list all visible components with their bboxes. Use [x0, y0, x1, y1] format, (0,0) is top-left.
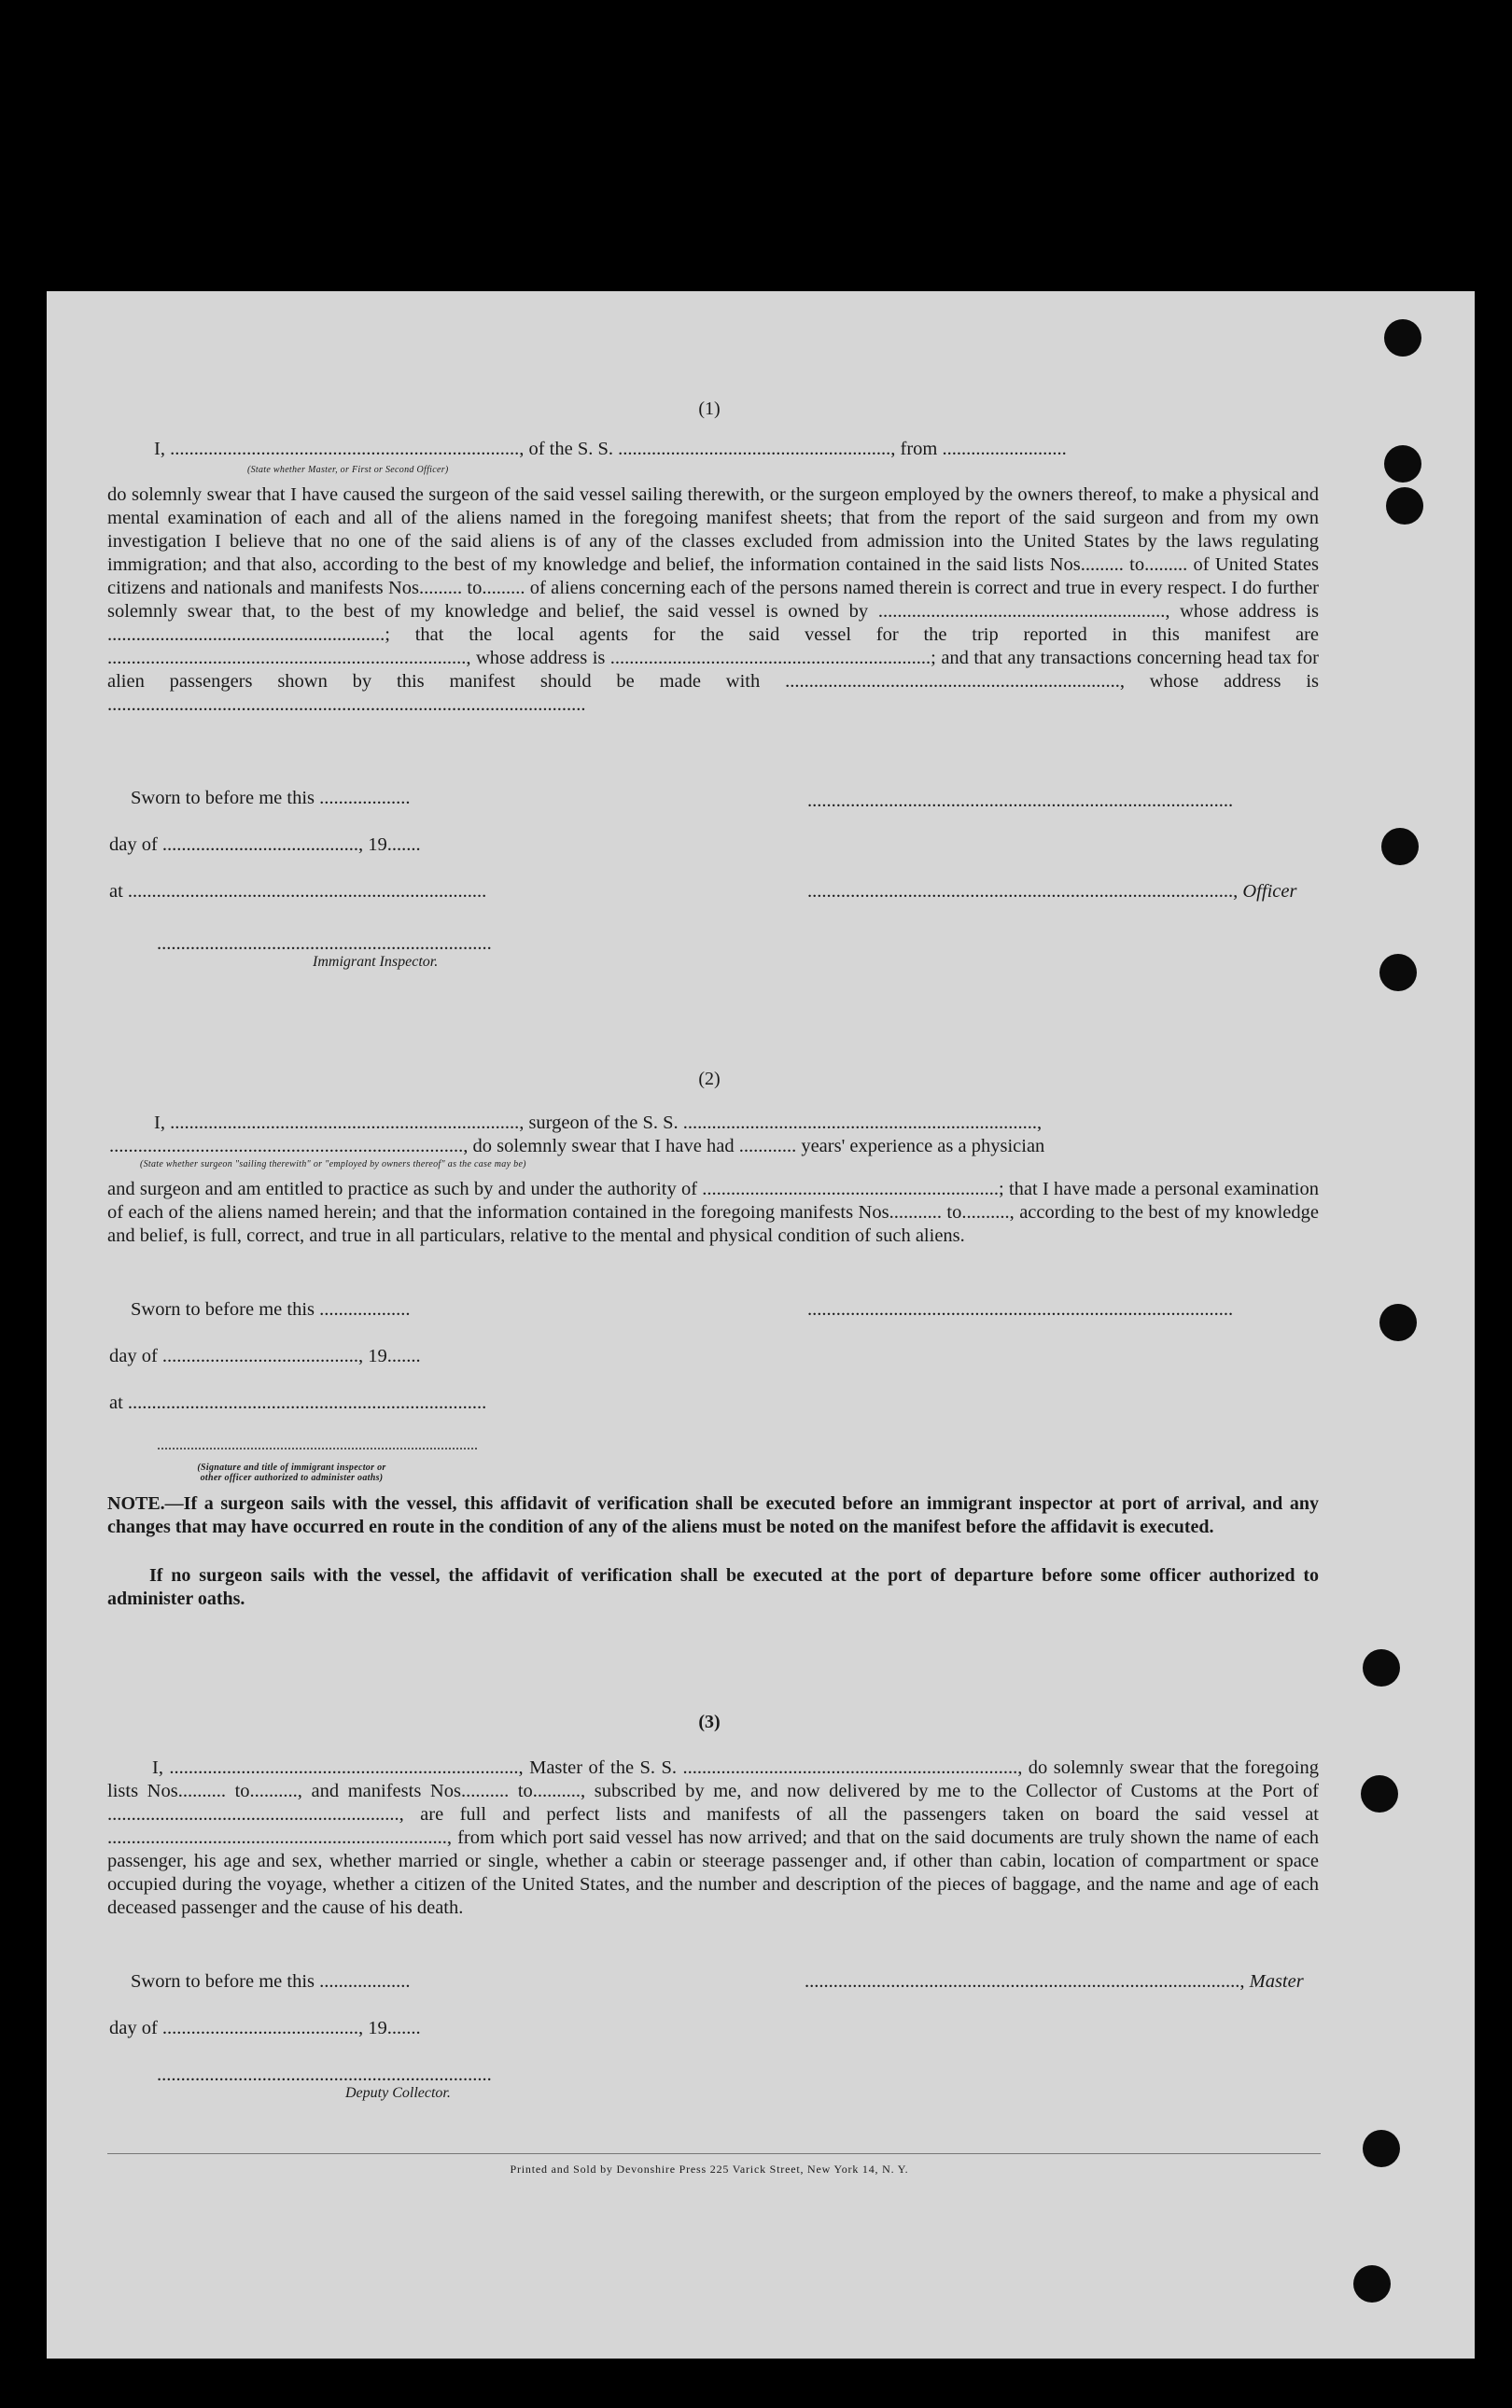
note-paragraph-2: If no surgeon sails with the vessel, the affidavit of verification shall be executed at the port of departure before some officer authorized to administer oaths.: [107, 1565, 1319, 1609]
section-3-day: day of ........................................., 19.......: [109, 2018, 421, 2038]
section-1-caption: (State whether Master, or First or Second Officer): [247, 465, 449, 475]
punch-hole: [1379, 1304, 1417, 1341]
deputy-collector-label: Deputy Collector.: [345, 2085, 451, 2101]
section-1-body: do solemnly swear that I have caused the surgeon of the said vessel sailing therewith, or the surgeon employed by the owners thereof, to make a physical and mental examination of each and all of the aliens named in the foregoing manifest sheets; that from the report of the said surgeon and from my own investigation I believe that no one of the said aliens is of any of the classes excluded from admission into the United States by the laws regulating immigration; and that also, according to the best of my knowledge and belief, the information contained in the said lists Nos......... to......... of United States citizens and nationals and manifests Nos......... to......... of aliens concerning each of the persons named therein is correct and true in every respect. I do further solemnly swear that, to the best of my knowledge and belief, the said vessel is owned by ............................................................, whose address is ..........................................................; that the local agents for the said vessel for the trip reported in this manifest are ..........................................................................., whose address is ...................................................................; and that any transactions concerning head tax for alien passengers shown by this manifest should be made with ......................................................................, whose address is ....................................................................................................: [107, 484, 1319, 715]
printer-footer: Printed and Sold by Devonshire Press 225 Varick Street, New York 14, N. Y.: [510, 2163, 909, 2176]
punch-hole: [1386, 487, 1423, 525]
punch-hole: [1384, 319, 1421, 357]
master-dots: ...........................................................................................,: [805, 1971, 1250, 1992]
officer-dots: .........................................................................................,: [807, 881, 1243, 902]
section-3-sworn: Sworn to before me this ...................: [131, 1971, 411, 1992]
section-2-day: day of ........................................., 19.......: [109, 1346, 421, 1366]
section-1-opening-line: I, ........................................................................., of the S. S. ........................................................., from ..........................: [154, 439, 1067, 459]
section-1-sworn: Sworn to before me this ...................: [131, 788, 411, 808]
section-1-at: at ...........................................................................: [109, 881, 487, 902]
master-label: Master: [1249, 1971, 1304, 1992]
section-2-line-1: I, ........................................................................., surgeon of the S. S. ..........................................................................,: [154, 1113, 1043, 1133]
section-1-officer-line: [807, 881, 1296, 903]
section-1-heading: (1): [698, 399, 721, 419]
section-2-heading: (2): [698, 1069, 721, 1089]
section-2-sig-line: ......................................................................................: [157, 1437, 478, 1453]
section-1-signature-line: .........................................................................................: [807, 791, 1234, 811]
punch-hole: [1363, 1649, 1400, 1687]
section-3-body: I, ........................................................................., Master of the S. S. ......................................................................, do solemnly swear that the foregoing lists Nos.......... to.........., and manifests Nos.......... to.........., subscribed by me, and now delivered by me to the Collector of Customs at the Port of ............................................................., are full and perfect lists and manifests of all the passengers taken on board the said vessel at ......................................................................., from which port said vessel has now arrived; and that on the said documents are truly shown the name of each passenger, his age and sex, whether married or single, whether a cabin or steerage passenger and, if other than cabin, location of compartment or space occupied during the voyage, whether a citizen of the United States, and the number and description of the pieces of baggage, and the name and age of each deceased passenger and the cause of his death.: [107, 1757, 1319, 1918]
punch-hole: [1363, 2130, 1400, 2167]
punch-hole: [1379, 954, 1417, 991]
section-1-day: day of ........................................., 19.......: [109, 834, 421, 855]
section-2-sworn: Sworn to before me this ...................: [131, 1299, 411, 1320]
punch-hole: [1381, 828, 1419, 865]
officer-label: Officer: [1242, 881, 1297, 902]
section-3-master-line: [805, 1971, 1304, 1993]
section-1-inspector-line: ......................................................................: [157, 933, 492, 954]
punch-hole: [1353, 2265, 1391, 2303]
section-2-at: at ...........................................................................: [109, 1393, 487, 1413]
section-3-collector-line: ......................................................................: [157, 2065, 492, 2085]
section-2-line-2: .........................................................................., do solemnly swear that I have had ............ years' experience as a physician: [109, 1136, 1045, 1156]
immigrant-inspector-label: Immigrant Inspector.: [313, 954, 439, 970]
section-2-body: and surgeon and am entitled to practice as such by and under the authority of ..............................................................; that I have made a personal examination of each of the aliens named herein; and that the information contained in the foregoing manifests Nos........... to.........., according to the best of my knowledge and belief, is full, correct, and true in all particulars, relative to the mental and physical condition of such aliens.: [107, 1179, 1319, 1246]
punch-hole: [1384, 445, 1421, 483]
form-page: [47, 291, 1475, 2359]
note-paragraph-1: NOTE.—If a surgeon sails with the vessel, this affidavit of verification shall be executed before an immigrant inspector at port of arrival, and any changes that may have occurred en route in the condition of any of the aliens must be noted on the manifest before the affidavit is executed.: [107, 1493, 1319, 1537]
punch-hole: [1361, 1775, 1398, 1813]
section-2-signature-line: .........................................................................................: [807, 1299, 1234, 1320]
section-2-caption: (State whether surgeon "sailing therewith" or "employed by owners thereof" as the case may be): [140, 1159, 526, 1169]
section-3-heading: (3): [698, 1712, 721, 1732]
footer-divider: [107, 2153, 1321, 2154]
section-2-sig-caption: (Signature and title of immigrant inspector or other officer authorized to administer oaths): [197, 1463, 386, 1483]
